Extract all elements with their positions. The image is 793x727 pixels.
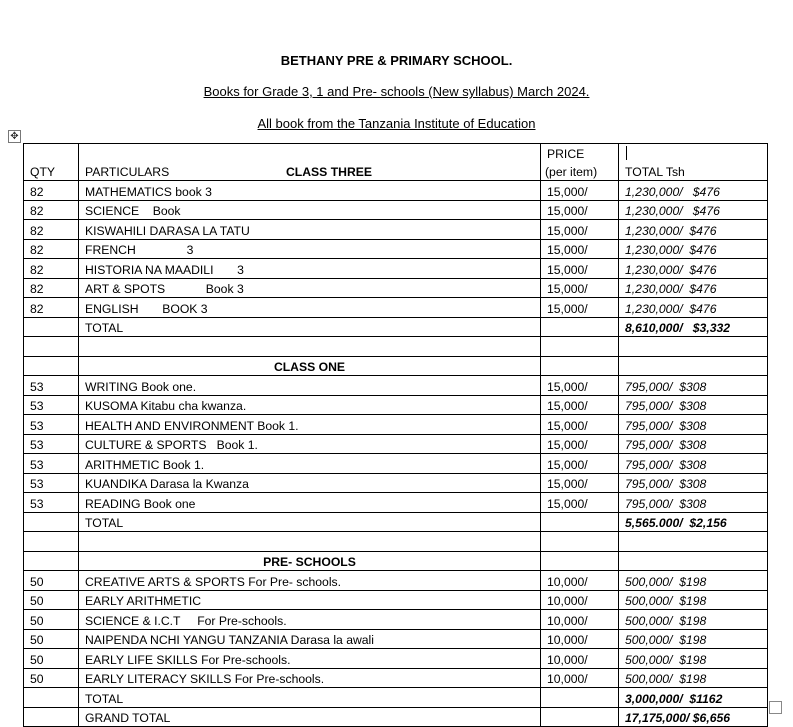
price-cell: 15,000/ <box>541 239 619 259</box>
section-total-label: TOTAL <box>79 317 541 337</box>
qty-cell: 82 <box>24 220 79 240</box>
section-total-label: TOTAL <box>79 688 541 708</box>
table-row <box>24 356 768 376</box>
total-cell: 1,230,000/ $476 <box>619 181 768 201</box>
qty-cell: 50 <box>24 668 79 688</box>
total-header-label: TOTAL Tsh <box>625 165 685 179</box>
qty-cell: 53 <box>24 493 79 513</box>
total-cell: 795,000/ $308 <box>619 395 768 415</box>
price-cell: 10,000/ <box>541 649 619 669</box>
price-cell: 15,000/ <box>541 200 619 220</box>
price-header-top: PRICE <box>547 147 585 161</box>
table-row <box>24 278 768 298</box>
price-cell: 10,000/ <box>541 571 619 591</box>
table-row <box>24 220 768 240</box>
total-cell: 1,230,000/ $476 <box>619 220 768 240</box>
table-row <box>24 629 768 649</box>
qty-cell: 82 <box>24 181 79 201</box>
total-cell: 795,000/ $308 <box>619 415 768 435</box>
qty-cell: 82 <box>24 298 79 318</box>
table-row <box>24 532 768 552</box>
price-cell: 15,000/ <box>541 181 619 201</box>
qty-cell: 53 <box>24 434 79 454</box>
total-cell: 500,000/ $198 <box>619 610 768 630</box>
total-cell: 500,000/ $198 <box>619 629 768 649</box>
table-row <box>24 298 768 318</box>
price-cell: 10,000/ <box>541 610 619 630</box>
section-total-value: 8,610,000/ $3,332 <box>619 317 768 337</box>
text-cursor <box>625 146 767 162</box>
qty-cell: 82 <box>24 278 79 298</box>
particulars-cell: ENGLISH BOOK 3 <box>79 298 541 318</box>
table-row <box>24 415 768 435</box>
particulars-cell: HISTORIA NA MAADILI 3 <box>79 259 541 279</box>
source-note: All book from the Tanzania Institute of Education <box>257 116 536 131</box>
total-header <box>619 144 768 181</box>
table-row <box>24 434 768 454</box>
qty-cell: 50 <box>24 649 79 669</box>
particulars-cell: HEALTH AND ENVIRONMENT Book 1. <box>79 415 541 435</box>
price-cell: 10,000/ <box>541 668 619 688</box>
particulars-cell: SCIENCE Book <box>79 200 541 220</box>
table-row <box>24 688 768 708</box>
qty-cell: 53 <box>24 395 79 415</box>
total-cell: 1,230,000/ $476 <box>619 278 768 298</box>
total-cell: 500,000/ $198 <box>619 649 768 669</box>
qty-cell: 53 <box>24 376 79 396</box>
price-cell: 10,000/ <box>541 590 619 610</box>
price-cell: 15,000/ <box>541 376 619 396</box>
total-cell: 1,230,000/ $476 <box>619 298 768 318</box>
table-row <box>24 493 768 513</box>
price-cell: 15,000/ <box>541 434 619 454</box>
section-total-value: 3,000,000/ $1162 <box>619 688 768 708</box>
school-title: BETHANY PRE & PRIMARY SCHOOL. <box>280 53 513 68</box>
price-header-bottom: (per item) <box>545 165 598 179</box>
particulars-cell: WRITING Book one. <box>79 376 541 396</box>
table-row <box>24 590 768 610</box>
particulars-cell: FRENCH 3 <box>79 239 541 259</box>
table-row <box>24 512 768 532</box>
qty-cell: 50 <box>24 590 79 610</box>
table-row <box>24 395 768 415</box>
total-cell: 795,000/ $308 <box>619 493 768 513</box>
class-one-heading: CLASS ONE <box>79 356 541 376</box>
table-row <box>24 473 768 493</box>
total-cell: 500,000/ $198 <box>619 668 768 688</box>
table-row <box>24 376 768 396</box>
particulars-cell: ARITHMETIC Book 1. <box>79 454 541 474</box>
section-total-label: TOTAL <box>79 512 541 532</box>
total-cell: 1,230,000/ $476 <box>619 239 768 259</box>
table-row <box>24 144 768 181</box>
total-cell: 500,000/ $198 <box>619 571 768 591</box>
qty-cell: 53 <box>24 415 79 435</box>
total-cell: 795,000/ $308 <box>619 376 768 396</box>
table-row <box>24 200 768 220</box>
table-row <box>24 571 768 591</box>
table-row <box>24 259 768 279</box>
qty-cell: 53 <box>24 473 79 493</box>
price-cell: 15,000/ <box>541 493 619 513</box>
qty-cell: 50 <box>24 629 79 649</box>
price-cell: 15,000/ <box>541 454 619 474</box>
class-three-heading: CLASS THREE <box>286 165 372 179</box>
qty-cell: 53 <box>24 454 79 474</box>
particulars-header <box>79 144 541 181</box>
table-row <box>24 610 768 630</box>
grand-total-value: 17,175,000/ $6,656 <box>619 707 768 727</box>
price-cell: 15,000/ <box>541 473 619 493</box>
total-cell: 795,000/ $308 <box>619 454 768 474</box>
qty-cell: 82 <box>24 259 79 279</box>
particulars-cell: SCIENCE & I.C.T For Pre-schools. <box>79 610 541 630</box>
qty-cell: 82 <box>24 239 79 259</box>
particulars-cell: EARLY LITERACY SKILLS For Pre-schools. <box>79 668 541 688</box>
particulars-cell: EARLY ARITHMETIC <box>79 590 541 610</box>
qty-cell: 82 <box>24 200 79 220</box>
particulars-cell: KUANDIKA Darasa la Kwanza <box>79 473 541 493</box>
book-list-table <box>23 143 768 727</box>
price-cell: 15,000/ <box>541 278 619 298</box>
particulars-cell: EARLY LIFE SKILLS For Pre-schools. <box>79 649 541 669</box>
price-cell: 10,000/ <box>541 629 619 649</box>
price-cell: 15,000/ <box>541 259 619 279</box>
price-cell: 15,000/ <box>541 395 619 415</box>
particulars-label: PARTICULARS <box>85 165 170 179</box>
table-row <box>24 454 768 474</box>
qty-header: QTY <box>24 144 79 181</box>
total-cell: 1,230,000/ $476 <box>619 200 768 220</box>
qty-cell: 50 <box>24 610 79 630</box>
particulars-cell: ART & SPOTS Book 3 <box>79 278 541 298</box>
particulars-cell: KUSOMA Kitabu cha kwanza. <box>79 395 541 415</box>
grand-total-label: GRAND TOTAL <box>79 707 541 727</box>
table-row <box>24 668 768 688</box>
table-row <box>24 181 768 201</box>
price-header <box>541 144 619 181</box>
total-cell: 795,000/ $308 <box>619 434 768 454</box>
total-cell: 500,000/ $198 <box>619 590 768 610</box>
qty-cell: 50 <box>24 571 79 591</box>
particulars-cell: KISWAHILI DARASA LA TATU <box>79 220 541 240</box>
table-row <box>24 707 768 727</box>
price-cell: 15,000/ <box>541 220 619 240</box>
particulars-cell: CREATIVE ARTS & SPORTS For Pre- schools. <box>79 571 541 591</box>
total-cell: 1,230,000/ $476 <box>619 259 768 279</box>
particulars-cell: NAIPENDA NCHI YANGU TANZANIA Darasa la awali <box>79 629 541 649</box>
total-cell: 795,000/ $308 <box>619 473 768 493</box>
price-cell: 15,000/ <box>541 415 619 435</box>
table-row <box>24 337 768 357</box>
section-total-value: 5,565.000/ $2,156 <box>619 512 768 532</box>
price-cell: 15,000/ <box>541 298 619 318</box>
document-subtitle: Books for Grade 3, 1 and Pre- schools (New syllabus) March 2024. <box>203 84 590 99</box>
table-row <box>24 239 768 259</box>
table-row <box>24 649 768 669</box>
particulars-cell: READING Book one <box>79 493 541 513</box>
table-row <box>24 551 768 571</box>
particulars-cell: CULTURE & SPORTS Book 1. <box>79 434 541 454</box>
table-resize-handle-icon[interactable] <box>769 701 782 714</box>
pre-schools-heading: PRE- SCHOOLS <box>79 551 541 571</box>
table-row <box>24 317 768 337</box>
table-move-handle-icon[interactable]: ✥ <box>8 130 21 143</box>
particulars-cell: MATHEMATICS book 3 <box>79 181 541 201</box>
